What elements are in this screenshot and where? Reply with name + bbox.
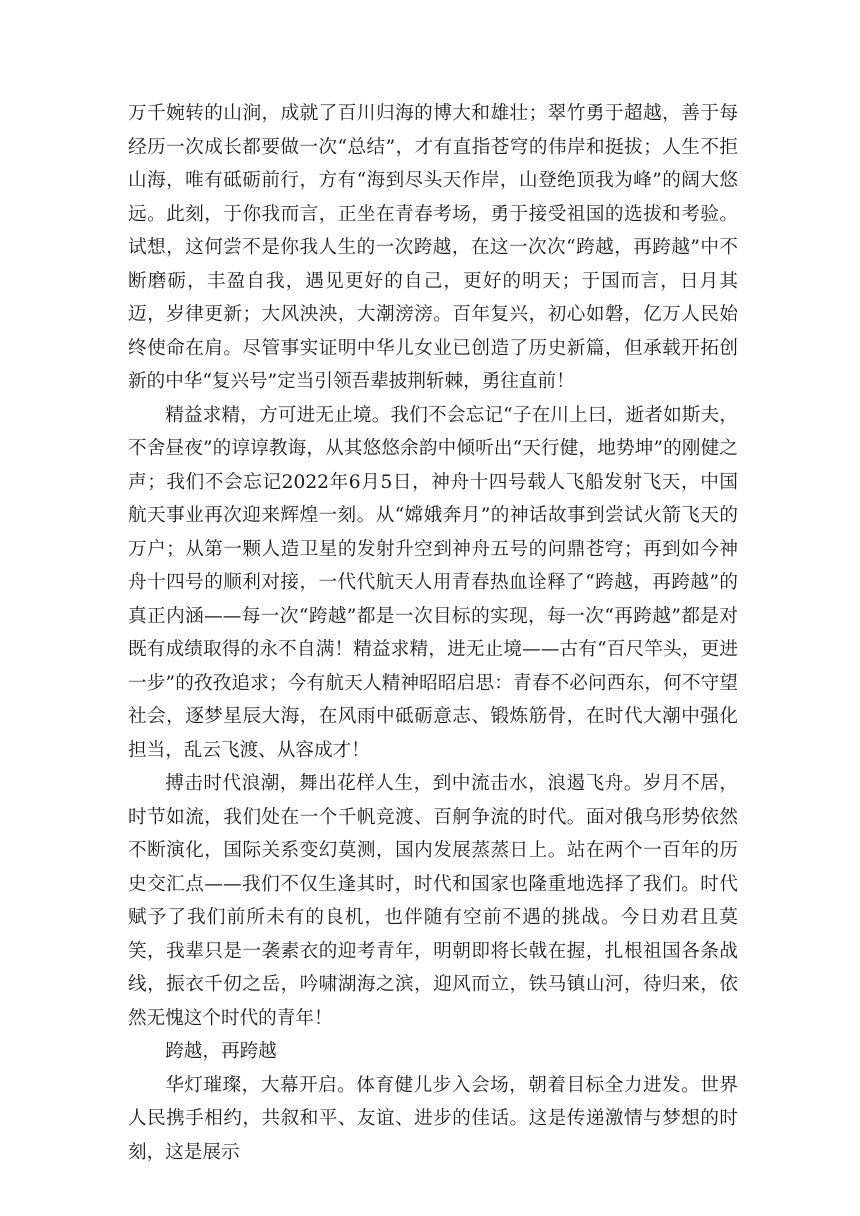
paragraph-5: 华灯璀璨，大幕开启。体育健儿步入会场，朝着目标全力进发。世界人民携手相约，共叙和平、友谊、进步的佳话。这是传递激情与梦想的时刻，这是展示 <box>128 1074 738 1163</box>
document-body <box>128 97 738 1169</box>
paragraph-2: 精益求精，方可进无止境。我们不会忘记“子在川上曰，逝者如斯夫，不舍昼夜”的谆谆教诲，从其悠悠余韵中倾听出“天行健，地势坤”的刚健之声；我们不会忘记2022年6月5日，神舟十四号载人飞船发射飞天，中国航天事业再次迎来辉煌一刻。从“嫦娥奔月”的神话故事到尝试火箭飞天的万户；从第一颗人造卫星的发射升空到神舟五号的问鼎苍穹；再到如今神舟十四号的顺利对接，一代代航天人用青春热血诠释了“跨越，再跨越”的真正内涵——每一次“跨越”都是一次目标的实现，每一次“再跨越”都是对既有成绩取得的永不自满！精益求精，进无止境——古有“百尺竿头，更进一步”的孜孜追求；今有航天人精神昭昭启思：青春不必问西东，何不守望社会，逐梦星辰大海，在风雨中砥砺意志、锻炼筋骨，在时代大潮中强化担当，乱云飞渡、从容成才！ <box>128 404 738 761</box>
paragraph-3: 搏击时代浪潮，舞出花样人生，到中流击水，浪遏飞舟。岁月不居，时节如流，我们处在一个千帆竞渡、百舸争流的时代。面对俄乌形势依然不断演化，国际关系变幻莫测，国内发展蒸蒸日上。站在两个一百年的历史交汇点——我们不仅生逢其时，时代和国家也隆重地选择了我们。时代赋予了我们前所未有的良机，也伴随有空前不遇的挑战。今日劝君且莫笑，我辈只是一袭素衣的迎考青年，明朝即将长戟在握，扎根祖国各条战线，振衣千仞之岳，吟啸湖海之滨，迎风而立，铁马镇山河，待归来，依然无愧这个时代的青年！ <box>128 773 738 1029</box>
essay-title: 跨越，再跨越 <box>165 1041 277 1062</box>
paragraph-1: 万千婉转的山涧，成就了百川归海的博大和雄壮；翠竹勇于超越，善于每经历一次成长都要做一次“总结”，才有直指苍穹的伟岸和挺拔；人生不拒山海，唯有砥砺前行，方有“海到尽头天作岸，山登绝顶我为峰”的阔大悠远。此刻，于你我而言，正坐在青春考场，勇于接受祖国的选拔和考验。试想，这何尝不是你我人生的一次跨越，在这一次次“跨越，再跨越”中不断磨砺，丰盈自我，遇见更好的自己，更好的明天；于国而言，日月其迈，岁律更新；大风泱泱，大潮滂滂。百年复兴，初心如磐，亿万人民始终使命在肩。尽管事实证明中华儿女业已创造了历史新篇，但承载开拓创新的中华“复兴号”定当引领吾辈披荆斩棘，勇往直前！ <box>128 103 738 392</box>
